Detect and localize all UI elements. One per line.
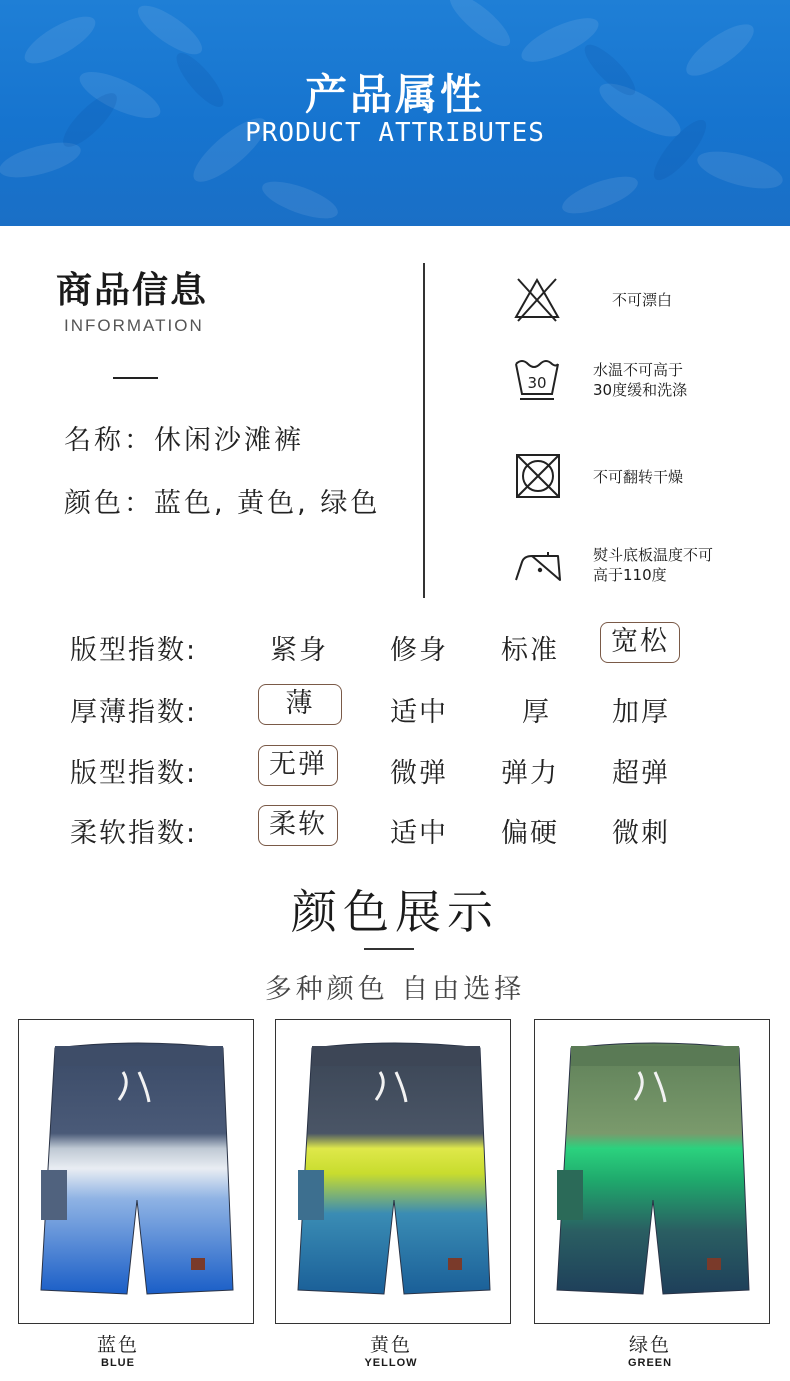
index-option: 厚 — [522, 697, 551, 728]
index-option-selected: 无弹 — [258, 745, 338, 786]
color-display-subtitle: 多种颜色 自由选择 — [264, 974, 526, 1005]
care-iron-text — [593, 545, 713, 585]
banner-title: 产品属性 — [304, 70, 485, 119]
index-option: 微弹 — [390, 758, 448, 789]
care-no-bleach-text: 不可漂白 — [612, 291, 673, 309]
index-option-selected: 柔软 — [258, 805, 338, 846]
index-option: 修身 — [390, 635, 448, 666]
caption-green-cn: 绿色 — [628, 1334, 671, 1356]
index-option: 标准 — [501, 635, 559, 666]
wash-30-icon — [512, 356, 562, 402]
iron-low-icon — [512, 548, 564, 584]
caption-green-en: GREEN — [627, 1357, 673, 1369]
fit-index-row — [0, 622, 790, 666]
index-option: 超弹 — [612, 758, 670, 789]
caption-blue-en: BLUE — [101, 1357, 135, 1369]
yellow-shorts-image — [276, 1020, 511, 1324]
index-option: 弹力 — [501, 758, 559, 789]
info-subtitle: INFORMATION — [64, 316, 204, 335]
vertical-divider — [423, 263, 425, 598]
blue-shorts-image — [19, 1020, 254, 1324]
thickness-index-row — [0, 684, 790, 728]
blue-shorts-card[interactable] — [18, 1019, 254, 1324]
index-option: 加厚 — [612, 697, 670, 728]
care-no-tumble-text: 不可翻转干燥 — [593, 468, 684, 486]
caption-yellow-cn: 黄色 — [369, 1334, 412, 1356]
index-option: 微刺 — [612, 818, 670, 849]
index-option: 适中 — [390, 818, 448, 849]
info-title: 商品信息 — [56, 270, 209, 311]
elasticity-index-row — [0, 745, 790, 789]
banner-subtitle: PRODUCT ATTRIBUTES — [245, 118, 545, 148]
care-iron-line1: 熨斗底板温度不可 — [593, 546, 714, 564]
caption-yellow-en: YELLOW — [364, 1357, 418, 1369]
index-label: 版型指数: — [70, 635, 198, 666]
index-label: 柔软指数: — [70, 818, 198, 849]
info-divider — [113, 377, 158, 379]
index-label: 厚薄指数: — [70, 697, 198, 728]
product-colors: 颜色：蓝色, 黄色, 绿色 — [64, 488, 381, 519]
index-option: 适中 — [390, 697, 448, 728]
care-wash-line1: 水温不可高于 — [593, 361, 684, 379]
green-shorts-image — [535, 1020, 770, 1324]
softness-index-row — [0, 805, 790, 849]
color-display-divider — [364, 948, 414, 950]
index-option-selected: 薄 — [258, 684, 342, 725]
care-wash-text — [593, 360, 687, 400]
index-option-selected: 宽松 — [600, 622, 680, 663]
care-iron-line2: 高于110度 — [593, 566, 667, 584]
care-wash-line2: 30度缓和洗涤 — [593, 381, 688, 399]
color-display-title: 颜色展示 — [291, 885, 499, 939]
attributes-banner — [0, 0, 790, 226]
index-option: 紧身 — [270, 635, 328, 666]
caption-blue-cn: 蓝色 — [96, 1334, 139, 1356]
product-name: 名称：休闲沙滩裤 — [64, 425, 304, 456]
index-label: 版型指数: — [70, 758, 198, 789]
green-shorts-card[interactable] — [534, 1019, 770, 1324]
no-tumble-dry-icon — [514, 452, 562, 500]
index-option: 偏硬 — [501, 818, 559, 849]
yellow-shorts-card[interactable] — [275, 1019, 511, 1324]
no-bleach-icon — [512, 275, 562, 323]
svg-text:30: 30 — [527, 374, 547, 392]
